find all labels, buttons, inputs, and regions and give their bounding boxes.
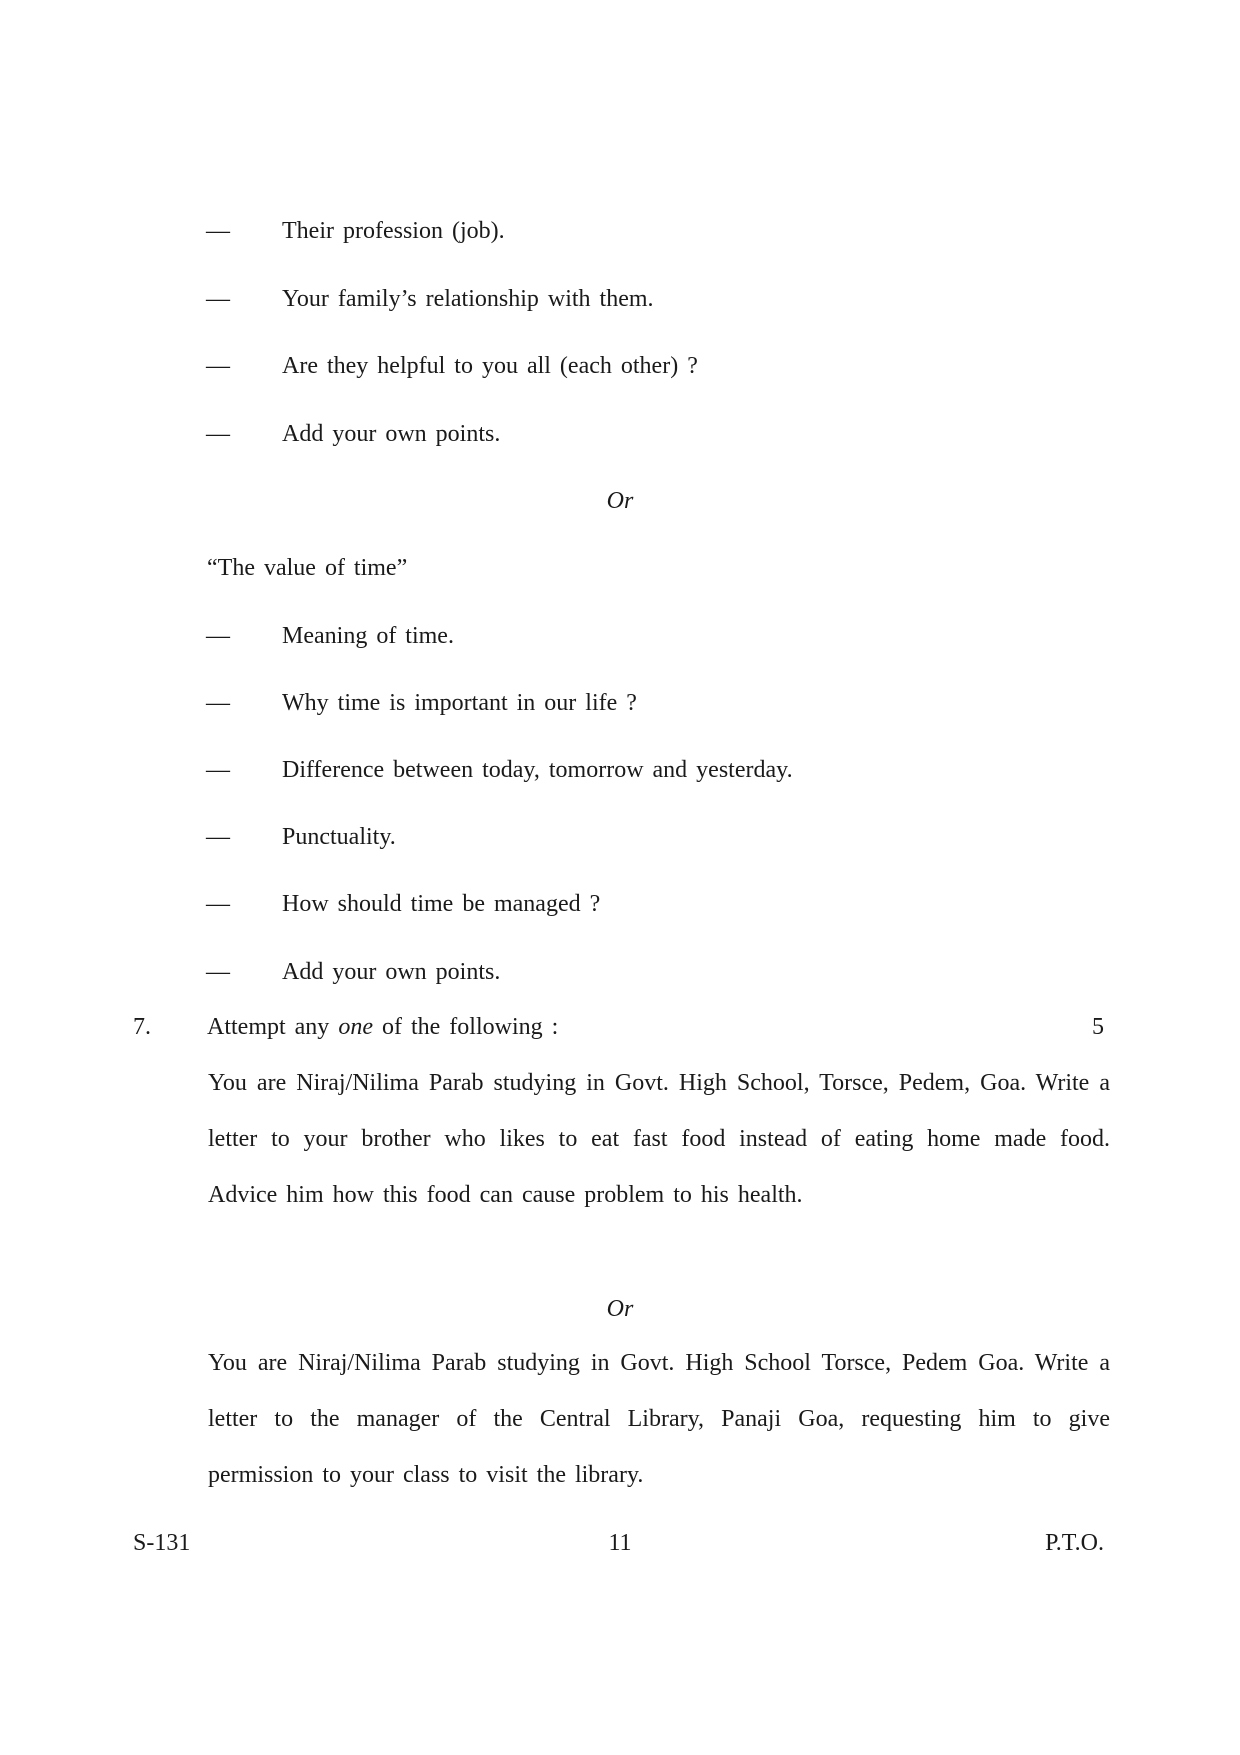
list-item: Add your own points.: [282, 421, 501, 447]
dash-marker: —: [206, 757, 230, 783]
dash-marker: —: [206, 353, 230, 379]
dash-marker: —: [206, 959, 230, 985]
list-item: How should time be managed ?: [282, 891, 601, 917]
list-item: Your family’s relationship with them.: [282, 286, 654, 312]
page-number: 11: [608, 1530, 632, 1556]
question-prompt: Attempt any one of the following :: [207, 1014, 559, 1040]
question-option-b: You are Niraj/Nilima Parab studying in Govt. High School Torsce, Pedem Goa. Write a letter to the manager of the Central Library, Panaji Goa, requesting him to give permission to your class to visit the library.: [208, 1350, 1110, 1488]
dash-marker: —: [206, 824, 230, 850]
question-number: 7.: [133, 1014, 151, 1040]
list-item: Punctuality.: [282, 824, 396, 850]
list-item: Are they helpful to you all (each other) ?: [282, 353, 698, 379]
list-item: Add your own points.: [282, 959, 501, 985]
dash-marker: —: [206, 286, 230, 312]
or-separator: Or: [606, 1296, 634, 1322]
list-item: Meaning of time.: [282, 623, 454, 649]
list-item: Why time is important in our life ?: [282, 690, 637, 716]
dash-marker: —: [206, 218, 230, 244]
dash-marker: —: [206, 421, 230, 447]
dash-marker: —: [206, 623, 230, 649]
question-marks: 5: [1092, 1014, 1104, 1040]
paper-code: S-131: [133, 1530, 191, 1556]
list-item: Difference between today, tomorrow and yesterday.: [282, 757, 793, 783]
pto-label: P.T.O.: [1045, 1530, 1104, 1556]
or-separator: Or: [606, 488, 634, 514]
dash-marker: —: [206, 690, 230, 716]
list-item: Their profession (job).: [282, 218, 505, 244]
dash-marker: —: [206, 891, 230, 917]
question-option-a: You are Niraj/Nilima Parab studying in Govt. High School, Torsce, Pedem, Goa. Write a letter to your brother who likes to eat fast food instead of eating home made food. Advice him how this food can cause problem to his health.: [208, 1070, 1110, 1208]
topic-title: “The value of time”: [207, 555, 408, 581]
